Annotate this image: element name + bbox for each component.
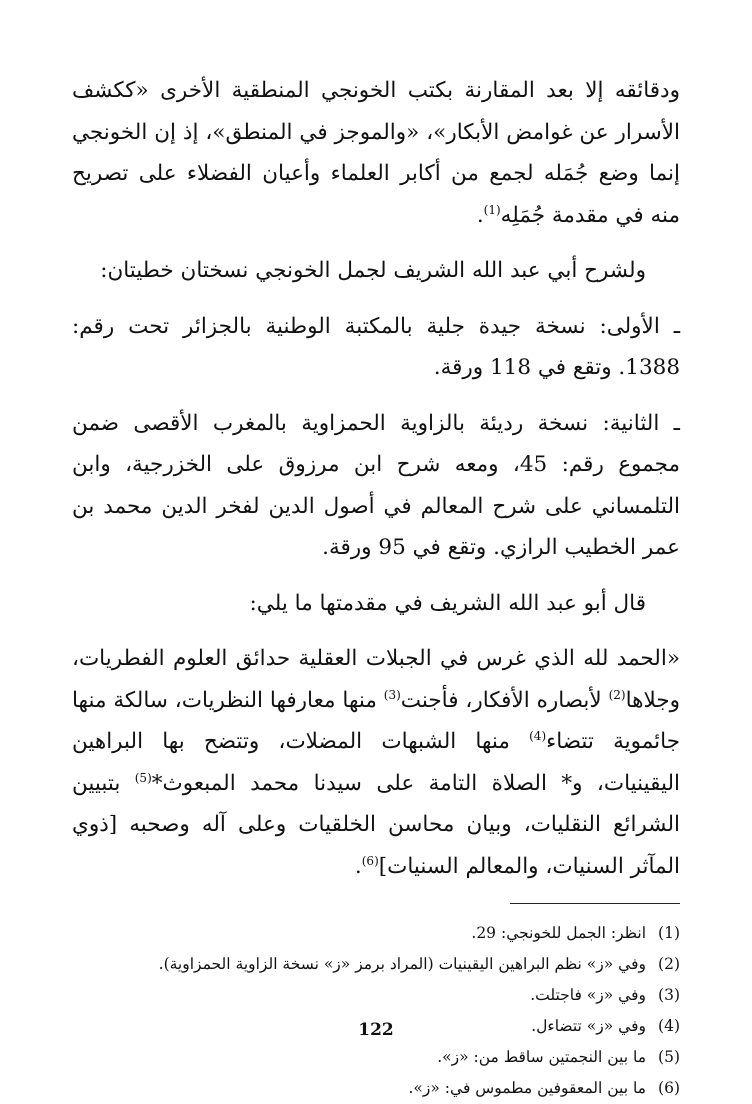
footnote-number: (2) xyxy=(658,955,680,973)
footnote-text: انظر: الجمل للخونجي: 29. xyxy=(471,924,646,942)
footnote-number: (6) xyxy=(658,1079,680,1097)
paragraph-intro-end: . xyxy=(476,202,484,228)
footnote-number: (5) xyxy=(658,1048,680,1066)
footnote-item xyxy=(72,1073,680,1104)
footnotes-list xyxy=(72,918,680,1104)
footnote-text: وفي «ز» فاجتلت. xyxy=(530,986,646,1004)
quotation-part-4: منها الشبهات المضلات، وتتضح بها البراهين اليقينيات، و* الصلاة التامة على سيدنا محمد المبعوث* xyxy=(72,729,680,796)
footnote-item xyxy=(72,918,680,949)
footnote-text: وفي «ز» تتضاءل. xyxy=(531,1017,646,1035)
footnote-number: (1) xyxy=(658,924,680,942)
footnote-ref-4[interactable]: (4) xyxy=(529,728,547,743)
footnote-ref-2[interactable]: (2) xyxy=(608,687,626,702)
footnote-number: (3) xyxy=(658,986,680,1004)
footnote-number: (4) xyxy=(658,1017,680,1035)
footnote-divider xyxy=(510,903,680,904)
paragraph-quotation xyxy=(72,638,680,887)
paragraph-first-manuscript: ـ الأولى: نسخة جيدة جلية بالمكتبة الوطنية بالجزائر تحت رقم: 1388. وتقع في 118 ورقة. xyxy=(72,313,680,380)
main-text xyxy=(72,70,680,887)
footnote-ref-1[interactable]: (1) xyxy=(483,202,501,217)
page-body xyxy=(72,70,680,1104)
paragraph-quote-intro: قال أبو عبد الله الشريف في مقدمتها ما يلي: xyxy=(249,590,646,616)
page-number: 122 xyxy=(358,1020,394,1040)
paragraph-intro-text: ودقائقه إلا بعد المقارنة بكتب الخونجي المنطقية الأخرى «ككشف الأسرار عن غوامض الأبكار»، «والموجز في المنطق»، إذ إن الخونجي إنما وضع جُمَله لجمع من أكابر العلماء وأعيان الفضلاء على تصريح منه في مقدمة جُمَلِه xyxy=(72,78,680,228)
footnote-item xyxy=(72,980,680,1011)
footnote-item xyxy=(72,949,680,980)
paragraph-manuscripts-heading: ولشرح أبي عبد الله الشريف لجمل الخونجي نسختان خطيتان: xyxy=(100,258,646,283)
footnote-text: ما بين المعقوفين مطموس في: «ز». xyxy=(408,1079,646,1097)
footnote-ref-6[interactable]: (6) xyxy=(361,853,379,868)
quotation-part-3: منها معارفها النظريات، سالكة منها جائموية تتضاء xyxy=(72,687,680,754)
footnote-text: ما بين النجمتين ساقط من: «ز». xyxy=(437,1048,646,1066)
footnote-text: وفي «ز» نظم البراهين اليقينيات (المراد برمز «ز» نسخة الزاوية الحمزاوية). xyxy=(158,955,646,973)
footnote-ref-5[interactable]: (5) xyxy=(134,770,152,785)
quotation-part-6: . xyxy=(354,853,362,879)
paragraph-intro xyxy=(72,70,680,236)
quotation-part-5: بتبيين الشرائع النقليات، وبيان محاسن الخلقيات وعلى آله وصحبه [ذوي المآثر السنيات، والمعالم السنيات] xyxy=(72,770,680,879)
quotation-part-1: «الحمد لله الذي غرس في الجبلات العقلية حدائق العلوم الفطريات، وجلاها xyxy=(72,646,680,713)
footnote-ref-3[interactable]: (3) xyxy=(383,687,401,702)
paragraph-second-manuscript: ـ الثانية: نسخة رديئة بالزاوية الحمزاوية بالمغرب الأقصى ضمن مجموع رقم: 45، ومعه شرح ابن مرزوق على الخزرجية، وابن التلمساني على شرح المعالم في أصول الدين لفخر الدين محمد بن عمر الخطيب الرازي. وتقع في 95 ورقة. xyxy=(72,410,680,560)
quotation-part-2: لأبصاره الأفكار، فأجنت xyxy=(400,687,609,713)
footnote-item xyxy=(72,1042,680,1073)
